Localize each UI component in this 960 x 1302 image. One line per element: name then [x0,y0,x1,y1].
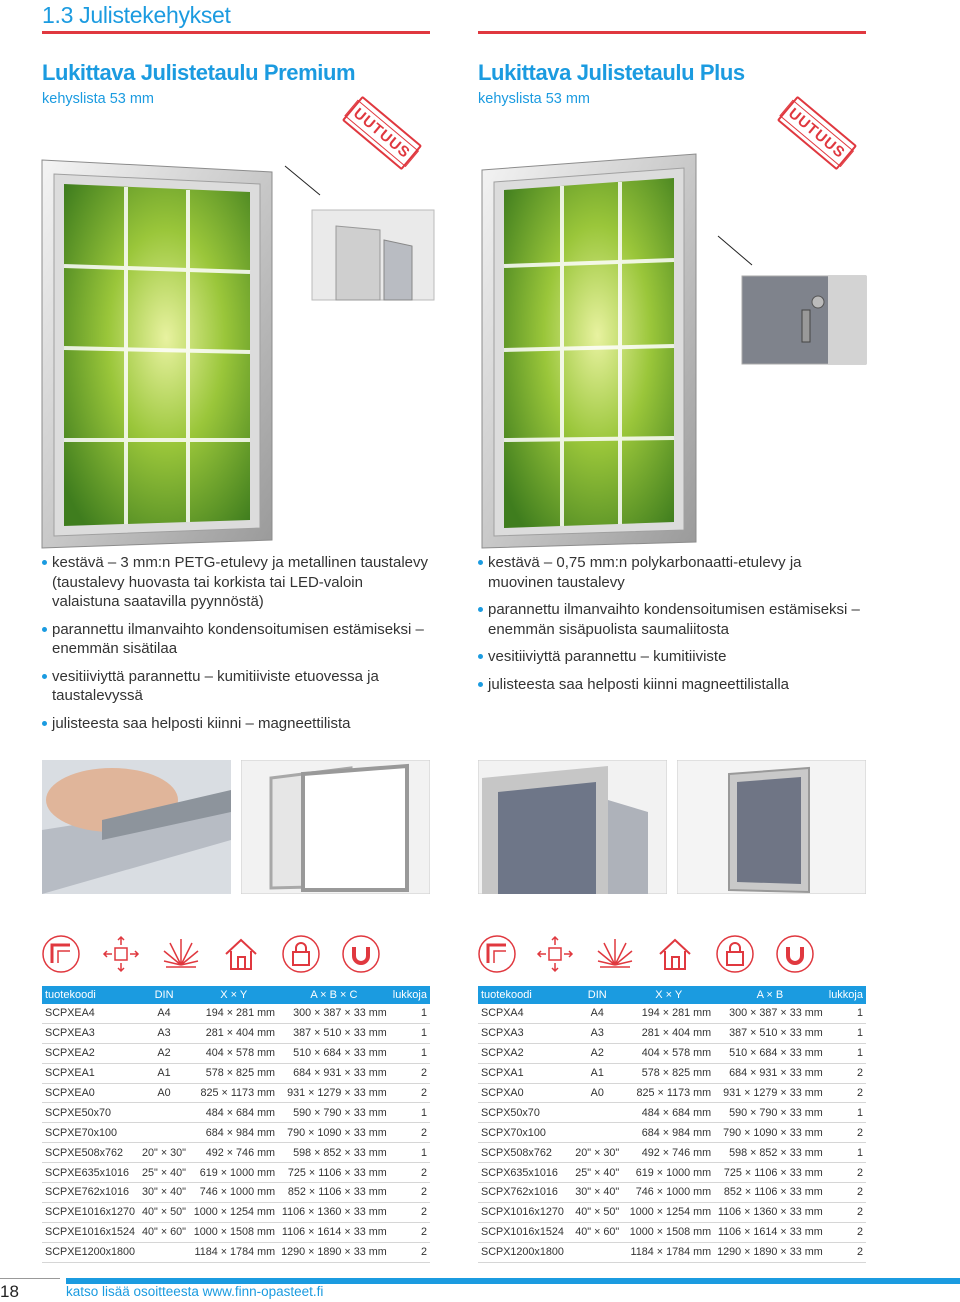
table-cell: A4 [571,1004,623,1023]
column-header: lukkoja [390,986,430,1004]
page-number: 18 [0,1282,19,1301]
table-header-row [478,986,866,1004]
new-stamp-right: UUTUUS [777,96,857,171]
column-header: A × B [714,986,826,1004]
table-row [478,1083,866,1103]
feature-list-premium [42,553,432,741]
table-cell: 30" × 40" [571,1183,623,1203]
table-cell: 1184 × 1784 mm [189,1242,278,1262]
table-cell: 2 [390,1183,430,1203]
table-cell: 825 × 1173 mm [189,1083,278,1103]
table-cell: 404 × 578 mm [189,1043,278,1063]
table-row [42,1004,430,1023]
table-cell [139,1242,190,1262]
table-row [478,1004,866,1023]
table-cell: 852 × 1106 × 33 mm [714,1183,826,1203]
table-row [42,1242,430,1262]
table-cell: A2 [571,1043,623,1063]
table-cell: A1 [571,1063,623,1083]
table-cell: 1 [826,1043,866,1063]
table-cell: 30" × 40" [139,1183,190,1203]
table-row [478,1202,866,1222]
table-cell: A1 [139,1063,190,1083]
spec-table-plus [478,986,866,1263]
table-cell: 590 × 790 × 33 mm [714,1103,826,1123]
table-cell: A4 [139,1004,190,1023]
table-cell: 2 [390,1123,430,1143]
table-cell: SCPX1016x1524 [478,1222,571,1242]
table-cell: 404 × 578 mm [623,1043,714,1063]
table-cell: SCPX1200x1800 [478,1242,571,1262]
table-cell: A0 [139,1083,190,1103]
table-cell: SCPXA4 [478,1004,571,1023]
table-row [42,1222,430,1242]
table-row [42,1183,430,1203]
table-cell: 1 [390,1023,430,1043]
table-cell: 1106 × 1614 × 33 mm [714,1222,826,1242]
photo-frame-corner [478,760,667,894]
table-row [478,1143,866,1163]
table-cell: 825 × 1173 mm [623,1083,714,1103]
table-cell: 852 × 1106 × 33 mm [278,1183,390,1203]
product-subtitle-plus: kehyslista 53 mm [478,91,591,107]
table-cell: 598 × 852 × 33 mm [278,1143,390,1163]
table-cell: 790 × 1090 × 33 mm [714,1123,826,1143]
table-cell: 510 × 684 × 33 mm [278,1043,390,1063]
table-cell: A0 [571,1083,623,1103]
table-cell: 578 × 825 mm [623,1063,714,1083]
column-header: DIN [571,986,623,1004]
frame-corner-icon [42,935,80,973]
table-cell [571,1103,623,1123]
table-cell: SCPXEA2 [42,1043,139,1063]
column-header: DIN [139,986,190,1004]
table-cell: SCPXA3 [478,1023,571,1043]
table-row [478,1103,866,1123]
table-cell: SCPX508x762 [478,1143,571,1163]
photo-open-frame [241,760,430,894]
indoor-house-icon [656,935,694,973]
table-cell: A3 [139,1023,190,1043]
header-rule-right [478,31,866,34]
feature-item: vesitiiviyttä parannettu – kumitiiviste [478,647,868,667]
column-header: tuotekoodi [42,986,139,1004]
table-cell: SCPXE508x762 [42,1143,139,1163]
table-row [42,1103,430,1123]
table-cell: SCPXEA1 [42,1063,139,1083]
table-cell: 25" × 40" [571,1163,623,1183]
table-cell: 790 × 1090 × 33 mm [278,1123,390,1143]
table-cell: 590 × 790 × 33 mm [278,1103,390,1123]
table-cell: 1000 × 1254 mm [189,1202,278,1222]
table-cell: 2 [390,1063,430,1083]
column-header: tuotekoodi [478,986,571,1004]
table-cell: 1106 × 1360 × 33 mm [278,1202,390,1222]
table-row [42,1023,430,1043]
ventilation-arrows-icon [102,935,140,973]
table-cell: 2 [826,1183,866,1203]
table-cell: 1 [390,1043,430,1063]
magnet-icon [776,935,814,973]
feature-item: julisteesta saa helposti kiinni magneettilistalla [478,675,868,695]
feature-item: julisteesta saa helposti kiinni – magneettilista [42,714,432,734]
table-cell: 931 × 1279 × 33 mm [714,1083,826,1103]
product-title-plus: Lukittava Julistetaulu Plus [478,60,745,85]
table-row [478,1183,866,1203]
table-cell: 2 [826,1123,866,1143]
table-row [478,1123,866,1143]
section-title: 1.3 Julistekehykset [42,2,231,28]
table-cell: 684 × 984 mm [623,1123,714,1143]
table-cell: 2 [826,1063,866,1083]
table-cell: 492 × 746 mm [189,1143,278,1163]
table-cell: 300 × 387 × 33 mm [278,1004,390,1023]
table-row [478,1063,866,1083]
feature-item: kestävä – 0,75 mm:n polykarbonaatti-etulevy ja muovinen taustalevy [478,553,868,592]
table-cell: 725 × 1106 × 33 mm [714,1163,826,1183]
column-header: X × Y [189,986,278,1004]
table-row [42,1063,430,1083]
table-cell: 2 [390,1222,430,1242]
table-row [478,1043,866,1063]
table-cell: SCPXE1200x1800 [42,1242,139,1262]
table-cell: 1106 × 1360 × 33 mm [714,1202,826,1222]
table-cell [571,1242,623,1262]
weather-sun-rays-icon [162,935,200,973]
table-row [42,1163,430,1183]
indoor-house-icon [222,935,260,973]
table-cell: 2 [390,1163,430,1183]
table-cell: 281 × 404 mm [189,1023,278,1043]
table-cell: 194 × 281 mm [623,1004,714,1023]
product-subtitle-premium: kehyslista 53 mm [42,91,155,107]
table-cell: SCPX635x1016 [478,1163,571,1183]
table-cell: 510 × 684 × 33 mm [714,1043,826,1063]
feature-item: kestävä – 3 mm:n PETG-etulevy ja metallinen taustalevy (taustalevy huovasta tai korkista tai LED-valoin valaistuna saatavilla pyynnöstä) [42,553,432,612]
table-cell [139,1123,190,1143]
table-cell: 387 × 510 × 33 mm [714,1023,826,1043]
table-row [42,1083,430,1103]
table-cell: 484 × 684 mm [189,1103,278,1123]
table-cell: 578 × 825 mm [189,1063,278,1083]
table-cell: 484 × 684 mm [623,1103,714,1123]
column-header: A × B × C [278,986,390,1004]
table-row [478,1242,866,1262]
table-cell: 1 [826,1103,866,1123]
table-cell: 684 × 931 × 33 mm [278,1063,390,1083]
table-cell: SCPXEA4 [42,1004,139,1023]
table-cell: 25" × 40" [139,1163,190,1183]
table-cell: 619 × 1000 mm [623,1163,714,1183]
table-cell: 40" × 50" [139,1202,190,1222]
table-cell: 1 [826,1004,866,1023]
table-cell: SCPXE70x100 [42,1123,139,1143]
table-row [42,1143,430,1163]
footer-divider [0,1278,60,1279]
table-cell [571,1123,623,1143]
table-cell: A2 [139,1043,190,1063]
table-cell: SCPXA2 [478,1043,571,1063]
table-row [42,1123,430,1143]
table-row [42,1043,430,1063]
feature-list-plus [478,553,868,702]
table-cell: 2 [826,1202,866,1222]
feature-item: parannettu ilmanvaihto kondensoitumisen estämiseksi – enemmän sisäpuolista saumaliitosta [478,600,868,639]
table-cell: SCPXE762x1016 [42,1183,139,1203]
table-cell: 746 × 1000 mm [189,1183,278,1203]
table-cell: 2 [826,1083,866,1103]
table-cell: A3 [571,1023,623,1043]
table-cell: 40" × 60" [571,1222,623,1242]
table-header-row [42,986,430,1004]
plus-frame-image [476,150,876,550]
frame-corner-icon [478,935,516,973]
table-cell: 931 × 1279 × 33 mm [278,1083,390,1103]
table-cell: 2 [390,1202,430,1222]
table-cell: 1 [826,1023,866,1043]
table-cell: 598 × 852 × 33 mm [714,1143,826,1163]
table-cell: 1000 × 1508 mm [189,1222,278,1242]
table-cell: 1 [390,1103,430,1123]
table-cell: 746 × 1000 mm [623,1183,714,1203]
table-cell: 2 [826,1222,866,1242]
new-stamp-left: UUTUUS [342,96,422,171]
magnet-icon [342,935,380,973]
table-cell: SCPXEA0 [42,1083,139,1103]
table-cell: 20" × 30" [139,1143,190,1163]
table-cell: SCPXA0 [478,1083,571,1103]
table-cell: 194 × 281 mm [189,1004,278,1023]
product-title-premium: Lukittava Julistetaulu Premium [42,60,356,85]
table-row [478,1023,866,1043]
photo-magnet-strip [42,760,231,894]
table-cell: SCPX70x100 [478,1123,571,1143]
table-cell: SCPXE1016x1524 [42,1222,139,1242]
table-cell: 387 × 510 × 33 mm [278,1023,390,1043]
lock-icon [716,935,754,973]
table-cell: 684 × 931 × 33 mm [714,1063,826,1083]
table-cell: SCPX762x1016 [478,1183,571,1203]
table-cell [139,1103,190,1123]
table-cell: 281 × 404 mm [623,1023,714,1043]
table-cell: 725 × 1106 × 33 mm [278,1163,390,1183]
table-cell: 20" × 30" [571,1143,623,1163]
table-cell: 1106 × 1614 × 33 mm [278,1222,390,1242]
table-cell: 40" × 50" [571,1202,623,1222]
table-cell: SCPXE1016x1270 [42,1202,139,1222]
table-cell: 2 [390,1083,430,1103]
column-header: X × Y [623,986,714,1004]
spec-table-premium [42,986,430,1263]
ventilation-arrows-icon [536,935,574,973]
table-cell: SCPX1016x1270 [478,1202,571,1222]
table-cell: 1290 × 1890 × 33 mm [714,1242,826,1262]
table-cell: 492 × 746 mm [623,1143,714,1163]
table-cell: 684 × 984 mm [189,1123,278,1143]
table-cell: 2 [826,1163,866,1183]
header-rule-left [42,31,430,34]
weather-sun-rays-icon [596,935,634,973]
table-cell: 1 [390,1143,430,1163]
photo-grey-board [677,760,866,894]
lock-icon [282,935,320,973]
table-cell: SCPXE635x1016 [42,1163,139,1183]
table-cell: 1184 × 1784 mm [623,1242,714,1262]
table-cell: SCPXE50x70 [42,1103,139,1123]
table-cell: 1 [826,1143,866,1163]
table-cell: SCPXEA3 [42,1023,139,1043]
table-row [42,1202,430,1222]
feature-item: vesitiiviyttä parannettu – kumitiiviste etuovessa ja taustalevyssä [42,667,432,706]
table-row [478,1222,866,1242]
feature-item: parannettu ilmanvaihto kondensoitumisen estämiseksi – enemmän sisätilaa [42,620,432,659]
table-cell: 1 [390,1004,430,1023]
table-row [478,1163,866,1183]
website-link[interactable]: katso lisää osoitteesta www.finn-opasteet.fi [66,1284,324,1299]
table-cell: 1000 × 1508 mm [623,1222,714,1242]
table-cell: 2 [826,1242,866,1262]
table-cell: 40" × 60" [139,1222,190,1242]
table-cell: 2 [390,1242,430,1262]
table-cell: 619 × 1000 mm [189,1163,278,1183]
column-header: lukkoja [826,986,866,1004]
table-cell: 1290 × 1890 × 33 mm [278,1242,390,1262]
table-cell: 300 × 387 × 33 mm [714,1004,826,1023]
table-cell: 1000 × 1254 mm [623,1202,714,1222]
table-cell: SCPXA1 [478,1063,571,1083]
table-cell: SCPX50x70 [478,1103,571,1123]
premium-frame-image [40,150,440,550]
